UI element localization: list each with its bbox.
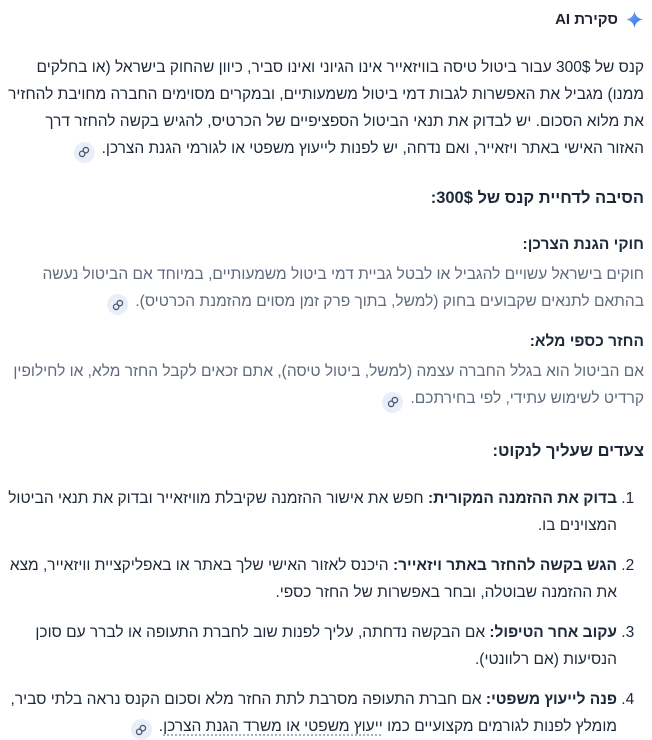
source-link-chip[interactable] [131, 719, 152, 740]
step-item-2 [8, 552, 617, 606]
source-link-chip[interactable] [74, 142, 95, 163]
step-4-source-phrase[interactable]: ייעוץ משפטי או משרד הגנת הצרכן [163, 718, 383, 735]
step-item-1 [8, 485, 617, 539]
steps-list [8, 485, 644, 740]
step-4-after: . [159, 718, 163, 735]
step-4-lead: פנה לייעוץ משפטי: [486, 691, 617, 708]
full-refund-heading: החזר כספי מלא: [8, 331, 644, 352]
step-2-text: היכנס לאזור האישי שלך באתר או באפליקציית וויזאייר, מצא את ההזמנה שבוטלה, ובחר באפשרות של החזר כספי. [10, 557, 617, 601]
ai-overview-header [8, 8, 644, 30]
source-link-chip[interactable] [382, 392, 403, 413]
step-1-lead: בדוק את ההזמנה המקורית: [428, 490, 617, 507]
gemini-sparkle-icon [625, 10, 644, 29]
step-3-lead: עקוב אחר הטיפול: [489, 624, 617, 641]
step-2-lead: הגש בקשה להחזר באתר ויזאייר: [393, 557, 617, 574]
consumer-law-text: חוקים בישראל עשויים להגביל או לבטל גביית דמי ביטול משמעותיים, במיוחד אם הביטול נעשה בהתאם לתנאים שקבועים בחוק (למשל, בתוך פרק זמן מסוים מהזמנת הכרטיס). [42, 266, 644, 310]
step-item-3 [8, 619, 617, 673]
consumer-law-heading: חוקי הגנת הצרכן: [8, 234, 644, 255]
source-link-chip[interactable] [107, 294, 128, 315]
full-refund-paragraph [8, 358, 644, 413]
step-4-text: אם חברת התעופה מסרבת לתת החזר מלא וסכום הקנס נראה בלתי סביר, מומלץ לפנות לגורמים מקצועיים כמו [11, 691, 617, 735]
full-refund-text: אם הביטול הוא בגלל החברה עצמה (למשל, ביטול טיסה), אתם זכאים לקבל החזר מלא, או לחילופין קרדיט לשימוש עתידי, לפי בחירתכם. [13, 363, 644, 407]
intro-paragraph [8, 54, 644, 163]
intro-text: קנס של 300$ עבור ביטול טיסה בוויזאייר אינו הגיוני ואינו סביר, כיוון שהחוק בישראל (או בחלקים ממנו) מגביל את האפשרות לגבות דמי ביטול משמעותיים, ובמקרים מסוימים החברה מחויבת להחזיר את מלוא הסכום. יש לבדוק את תנאי הביטול הספציפיים של הכרטיס, להגיש בקשה להחזר דרך האזור האישי באתר ויזאייר, ואם נדחה, יש לפנות לייעוץ משפטי או לגורמי הגנת הצרכן. [8, 59, 644, 157]
consumer-law-paragraph [8, 261, 644, 316]
ai-overview-title: סקירת AI [555, 11, 618, 28]
step-1-text: חפש את אישור ההזמנה שקיבלת מוויזאייר ובדוק את תנאי הביטול המצוינים בו. [8, 490, 617, 534]
steps-heading: צעדים שעליך לנקוט: [8, 440, 644, 462]
step-3-text: אם הבקשה נדחתה, עליך לפנות שוב לחברת התעופה או לברר עם סוכן הנסיעות (אם רלוונטי). [35, 624, 617, 668]
step-item-4 [8, 686, 617, 740]
reason-heading: הסיבה לדחיית קנס של 300$: [8, 187, 644, 209]
